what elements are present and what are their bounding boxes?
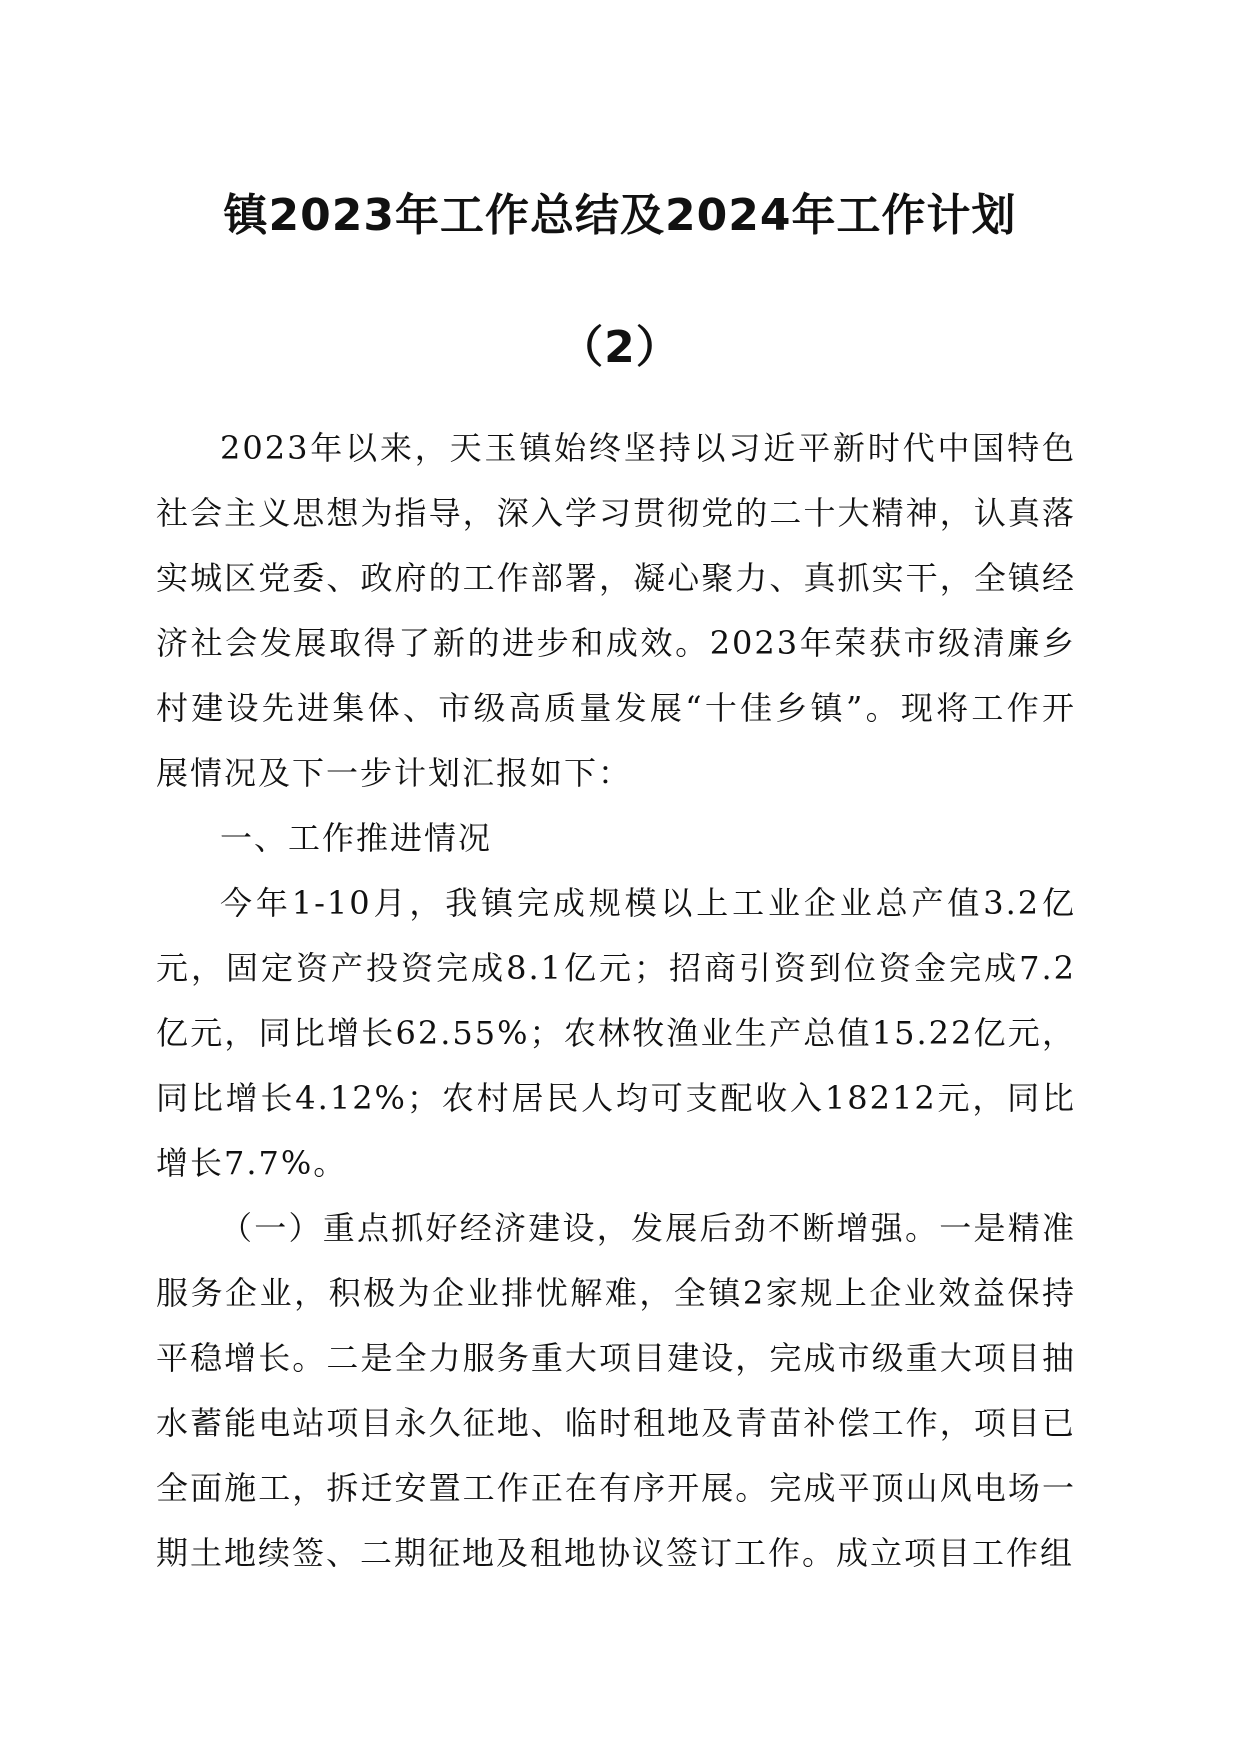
paragraph-economic-construction: （一）重点抓好经济建设，发展后劲不断增强。一是精准服务企业，积极为企业排忧解难，全镇2家规上企业效益保持平稳增长。二是全力服务重大项目建设，完成市级重大项目抽水蓄能电站项目永久征地、临时租地及青苗补偿工作，项目已全面施工，拆迁安置工作正在有序开展。完成平顶山风电场一期土地续签、二期征地及租地协议签订工作。成立项目工作组 xyxy=(156,1209,1076,1572)
document-title-number: （2） xyxy=(559,322,681,373)
paragraph-statistics: 今年1-10月，我镇完成规模以上工业企业总产值3.2亿元，固定资产投资完成8.1亿元；招商引资到位资金完成7.2亿元，同比增长62.55%；农林牧渔业生产总值15.22亿元，同比增长4.12%；农村居民人均可支配收入18212元，同比增长7.7%。 xyxy=(156,884,1076,1182)
section-heading: 一、工作推进情况 xyxy=(220,819,493,857)
document-body xyxy=(156,416,1076,1586)
paragraph-intro: 2023年以来，天玉镇始终坚持以习近平新时代中国特色社会主义思想为指导，深入学习贯彻党的二十大精神，认真落实城区党委、政府的工作部署，凝心聚力、真抓实干，全镇经济社会发展取得了新的进步和成效。2023年荣获市级清廉乡村建设先进集体、市级高质量发展“十佳乡镇”。现将工作开展情况及下一步计划汇报如下： xyxy=(156,429,1076,792)
document-title: 镇2023年工作总结及2024年工作计划 xyxy=(223,190,1017,241)
